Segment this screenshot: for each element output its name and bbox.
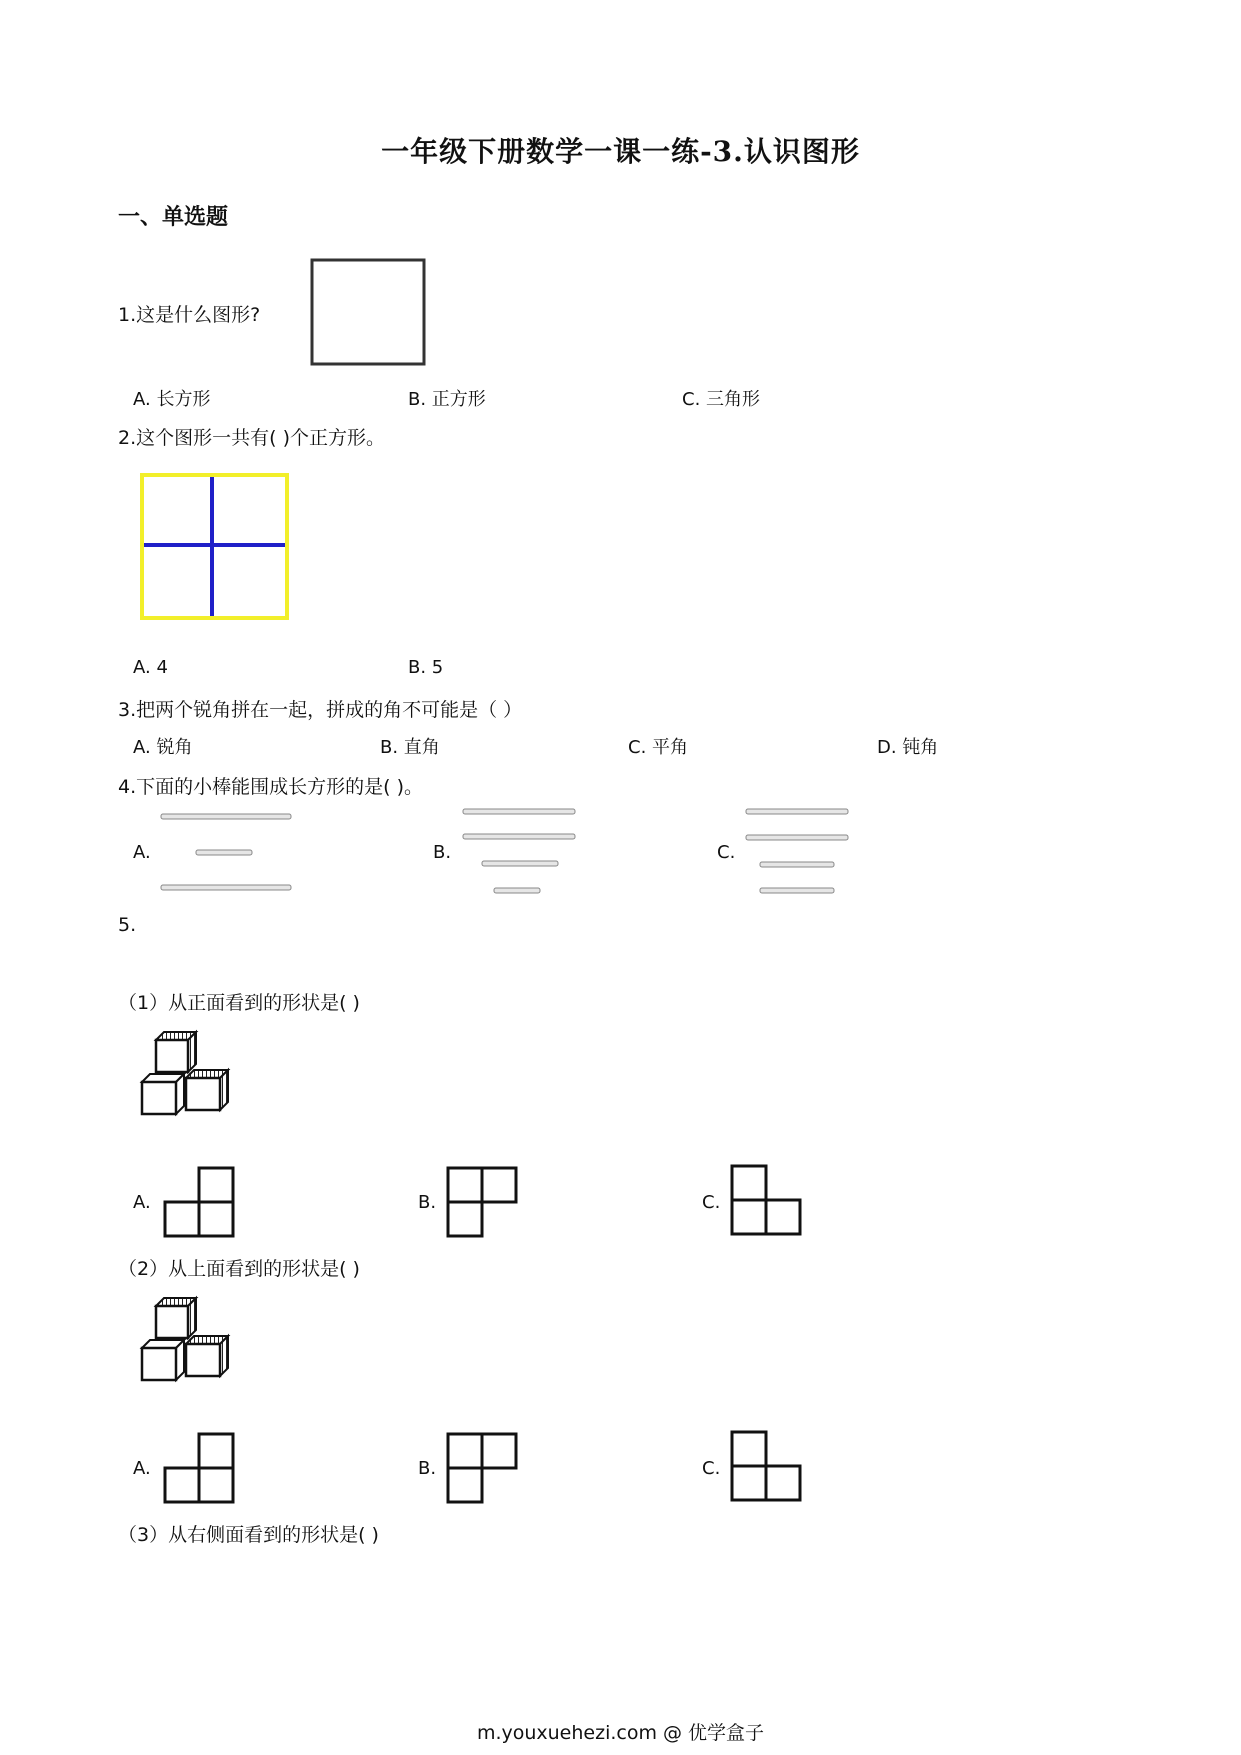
q3-option-c[interactable]: C. 平角 <box>628 737 689 758</box>
question-5-part-3: （3）从右侧面看到的形状是( ) <box>118 1524 379 1546</box>
q3-option-a[interactable]: A. 锐角 <box>133 737 193 758</box>
q2-option-b[interactable]: B. 5 <box>408 657 444 678</box>
shape-b-2 <box>446 1432 518 1504</box>
shape-c-2 <box>730 1430 802 1502</box>
shape-a-1 <box>163 1166 235 1238</box>
shape-b-1 <box>446 1166 518 1238</box>
question-2: 2.这个图形一共有( )个正方形。 <box>118 427 385 449</box>
q3-option-b[interactable]: B. 直角 <box>380 737 440 758</box>
question-5: 5. <box>118 914 137 936</box>
q3-option-d[interactable]: D. 钝角 <box>877 737 939 758</box>
q5-1-option-c[interactable]: C. <box>702 1192 721 1213</box>
q5-2-option-a[interactable]: A. <box>133 1458 151 1479</box>
square-figure <box>310 258 426 366</box>
page-footer: m.youxuehezi.com @ 优学盒子 <box>476 1722 765 1744</box>
shape-c-1 <box>730 1164 802 1236</box>
cube-stack-figure-2 <box>138 1296 238 1386</box>
q4-option-a[interactable]: A. <box>133 842 151 863</box>
cube-stack-figure-1 <box>138 1030 238 1120</box>
question-3: 3.把两个锐角拼在一起，拼成的角不可能是（ ） <box>118 699 523 721</box>
page-title: 一年级下册数学一课一练-3.认识图形 <box>381 135 860 168</box>
q1-option-a[interactable]: A. 长方形 <box>133 389 211 410</box>
section-heading: 一、单选题 <box>118 205 229 230</box>
question-4: 4.下面的小棒能围成长方形的是( )。 <box>118 776 423 798</box>
q5-2-option-b[interactable]: B. <box>418 1458 437 1479</box>
shape-a-2 <box>163 1432 235 1504</box>
grid-square-figure <box>140 473 290 621</box>
sticks-c-figure <box>743 805 853 900</box>
question-5-part-2: （2）从上面看到的形状是( ) <box>118 1258 360 1280</box>
q1-option-c[interactable]: C. 三角形 <box>682 389 761 410</box>
q2-option-a[interactable]: A. 4 <box>133 657 168 678</box>
q5-1-option-b[interactable]: B. <box>418 1192 437 1213</box>
q4-option-b[interactable]: B. <box>433 842 452 863</box>
q4-option-c[interactable]: C. <box>717 842 736 863</box>
sticks-b-figure <box>460 805 580 900</box>
question-1: 1.这是什么图形? <box>118 304 261 326</box>
q1-option-b[interactable]: B. 正方形 <box>408 389 486 410</box>
question-5-part-1: （1）从正面看到的形状是( ) <box>118 992 360 1014</box>
q5-2-option-c[interactable]: C. <box>702 1458 721 1479</box>
sticks-a-figure <box>158 810 298 895</box>
q5-1-option-a[interactable]: A. <box>133 1192 151 1213</box>
